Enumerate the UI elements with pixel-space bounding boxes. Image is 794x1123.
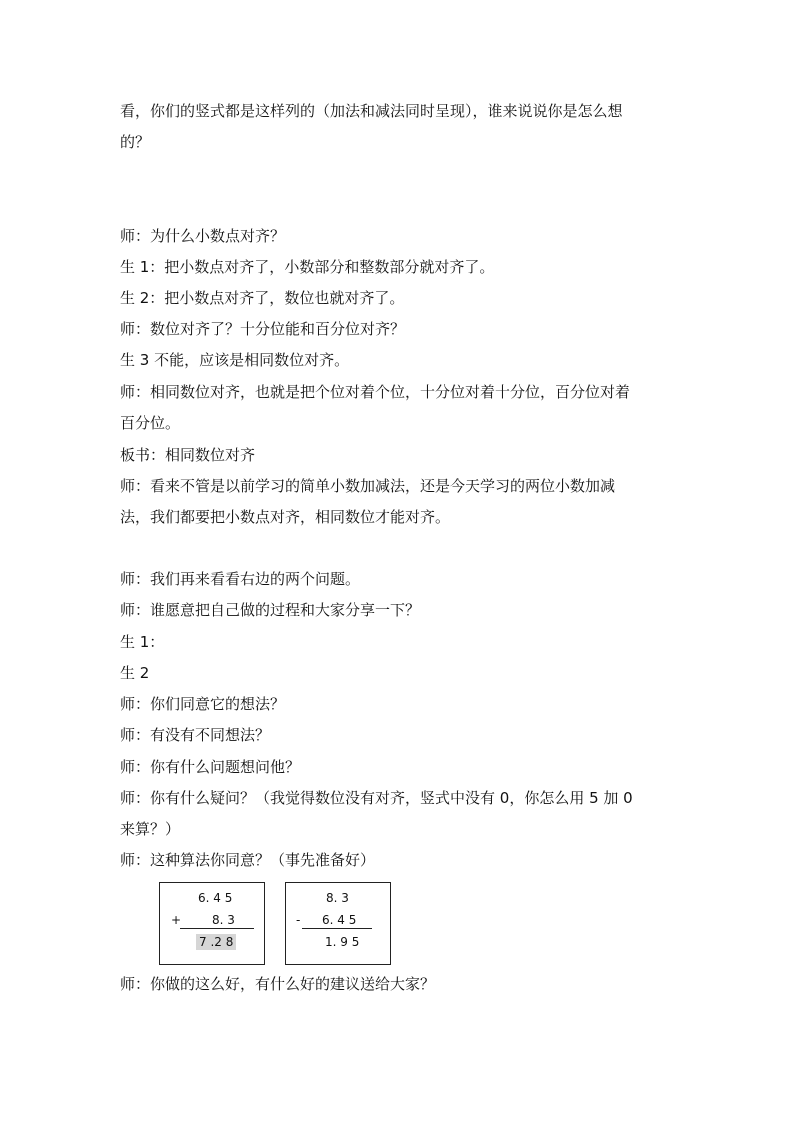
paragraph: 师：为什么小数点对齐？ [120,227,286,245]
paragraph: 的？ [120,133,151,151]
plus-sign: + [171,913,182,927]
paragraph: 师：有没有不同想法？ [120,726,271,744]
paragraph: 生 2：把小数点对齐了，数位也就对齐了。 [120,289,405,307]
subtraction-calculation-box [285,882,391,965]
difference-line [302,928,372,929]
difference-result: 1. 9 5 [325,935,360,949]
paragraph: 生 1： [120,633,165,651]
paragraph: 法，我们都要把小数点对齐，相同数位才能对齐。 [120,508,451,526]
paragraph: 来算？） [120,820,181,838]
paragraph: 师：谁愿意把自己做的过程和大家分享一下？ [120,601,421,619]
paragraph: 师：你们同意它的想法？ [120,695,286,713]
sum-result: 7 .2 8 [196,934,236,950]
paragraph: 师：这种算法你同意？（事先准备好） [120,851,376,869]
paragraph: 生 3 不能，应该是相同数位对齐。 [120,351,350,369]
paragraph: 生 1：把小数点对齐了，小数部分和整数部分就对齐了。 [120,258,495,276]
paragraph: 师：你做的这么好，有什么好的建议送给大家？ [120,975,436,993]
paragraph: 师：我们再来看看右边的两个问题。 [120,570,361,588]
paragraph: 师：数位对齐了？十分位能和百分位对齐？ [120,320,406,338]
addition-calculation-box [159,882,265,965]
minuend: 8. 3 [326,891,349,905]
sum-line [180,928,254,929]
paragraph: 师：你有什么问题想问他？ [120,758,301,776]
paragraph: 生 2 [120,664,150,682]
addend-second: 8. 3 [212,913,235,927]
paragraph: 板书：相同数位对齐 [120,446,256,464]
minus-sign: - [296,913,301,927]
paragraph: 师：你有什么疑问？（我觉得数位没有对齐，竖式中没有 0，你怎么用 5 加 0 [120,789,633,807]
paragraph: 看，你们的竖式都是这样列的（加法和减法同时呈现），谁来说说你是怎么想 [120,102,623,120]
subtrahend: 6. 4 5 [322,913,357,927]
addend-top: 6. 4 5 [198,891,233,905]
paragraph: 师：看来不管是以前学习的简单小数加减法，还是今天学习的两位小数加减 [120,477,616,495]
paragraph: 百分位。 [120,414,181,432]
paragraph: 师：相同数位对齐，也就是把个位对着个位，十分位对着十分位，百分位对着 [120,383,631,401]
